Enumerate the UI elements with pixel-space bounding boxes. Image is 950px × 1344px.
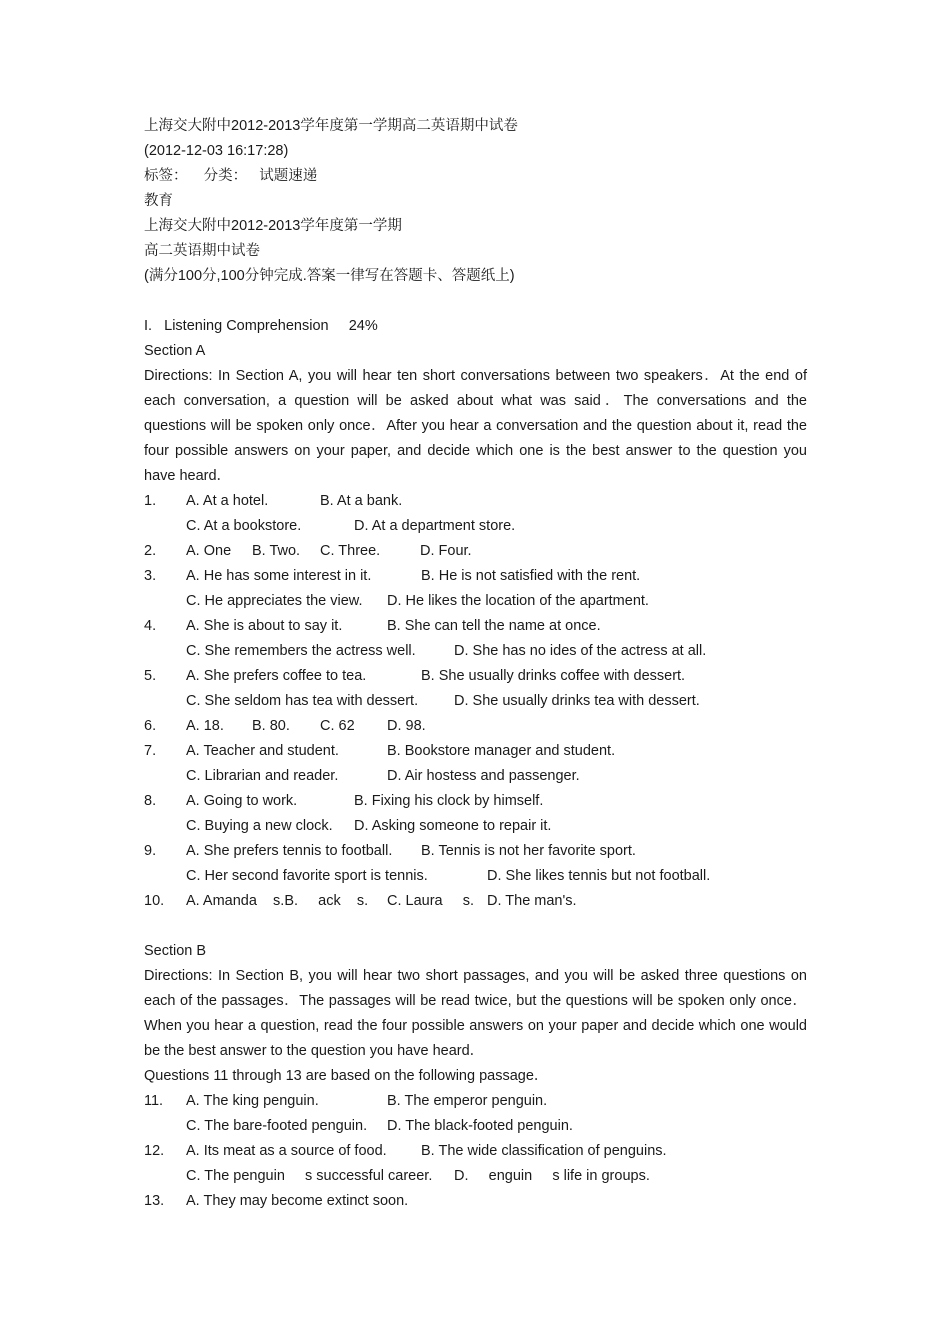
- answer-option: D. At a department store.: [354, 518, 516, 534]
- answer-option: C. The penguin s successful career.: [186, 1168, 433, 1184]
- answer-option: D. Four.: [420, 543, 472, 559]
- spacer: [144, 289, 807, 314]
- question-line: [144, 1089, 807, 1114]
- answer-option: C. She remembers the actress well.: [186, 643, 416, 659]
- question-line: [144, 1114, 807, 1139]
- question-line: [144, 589, 807, 614]
- answer-option: A. 18.: [186, 718, 224, 734]
- exam-note: (满分100分,100分钟完成.答案一律写在答题卡、答题纸上): [144, 268, 515, 284]
- answer-option: C. She seldom has tea with dessert.: [186, 693, 419, 709]
- question-number: 6.: [144, 718, 157, 734]
- question-number: 7.: [144, 743, 157, 759]
- question-line: [144, 1164, 807, 1189]
- post-datetime: (2012-12-03 16:17:28): [144, 143, 289, 159]
- question-number: 9.: [144, 843, 157, 859]
- answer-option: A. They may become extinct soon.: [186, 1193, 409, 1209]
- question-number: 2.: [144, 543, 157, 559]
- question-line: [144, 489, 807, 514]
- answer-option: A. She prefers coffee to tea.: [186, 668, 367, 684]
- category-label: 分类：: [203, 168, 248, 184]
- answer-option: B. She usually drinks coffee with dessert.: [421, 668, 686, 684]
- exam-document: [144, 114, 807, 1214]
- question-number: 10.: [144, 893, 165, 909]
- answer-option: A. She is about to say it.: [186, 618, 343, 634]
- answer-option: D. She likes tennis but not football.: [487, 868, 711, 884]
- section-b-title: Section B: [144, 943, 207, 959]
- answer-option: D. She usually drinks tea with dessert.: [454, 693, 700, 709]
- question-line: [144, 1139, 807, 1164]
- answer-option: A. Its meat as a source of food.: [186, 1143, 387, 1159]
- answer-option: D. She has no ides of the actress at all.: [454, 643, 707, 659]
- section-a-directions: Directions: In Section A, you will hear ten short conversations between two speakers．At the end of each conversation, a question will be asked about what was said．The conversations and the questions will be spoken only once．After you hear a conversation and the question about it, read the four possible answers on your paper, and decide which one is the best answer to the question you have heard．: [144, 368, 807, 484]
- answer-option: D. 98.: [387, 718, 426, 734]
- section-b-questions: [144, 1089, 807, 1214]
- section-a-title: Section A: [144, 343, 206, 359]
- question-line: [144, 814, 807, 839]
- answer-option: D. enguin s life in groups.: [454, 1168, 650, 1184]
- answer-option: C. 62: [320, 718, 355, 734]
- answer-option: D. Asking someone to repair it.: [354, 818, 552, 834]
- question-line: [144, 764, 807, 789]
- answer-option: C. Three.: [320, 543, 381, 559]
- answer-option: D. The black-footed penguin.: [387, 1118, 573, 1134]
- answer-option: B. At a bank.: [320, 493, 403, 509]
- question-line: [144, 514, 807, 539]
- answer-option: B. The wide classification of penguins.: [421, 1143, 667, 1159]
- answer-option: B. She can tell the name at once.: [387, 618, 601, 634]
- answer-option: C. Her second favorite sport is tennis.: [186, 868, 428, 884]
- answer-option: B. Fixing his clock by himself.: [354, 793, 544, 809]
- question-number: 4.: [144, 618, 157, 634]
- answer-option: C. At a bookstore.: [186, 518, 302, 534]
- section-a-questions: [144, 489, 807, 914]
- question-line: [144, 664, 807, 689]
- answer-option: C. He appreciates the view.: [186, 593, 363, 609]
- answer-option: B. Tennis is not her favorite sport.: [421, 843, 636, 859]
- tags-row: [144, 164, 807, 189]
- question-line: [144, 639, 807, 664]
- question-number: 5.: [144, 668, 157, 684]
- answer-option: B. He is not satisfied with the rent.: [421, 568, 641, 584]
- question-line: [144, 739, 807, 764]
- answer-option: A. She prefers tennis to football.: [186, 843, 393, 859]
- question-number: 8.: [144, 793, 157, 809]
- question-line: [144, 689, 807, 714]
- answer-option: C. The bare-footed penguin.: [186, 1118, 368, 1134]
- category-value: 试题速递: [259, 168, 318, 184]
- answer-option: B. Bookstore manager and student.: [387, 743, 616, 759]
- school-line: 上海交大附中2012-2013学年度第一学期: [144, 218, 402, 234]
- question-number: 13.: [144, 1193, 165, 1209]
- answer-option: C. Laura s.: [387, 893, 475, 909]
- question-line: [144, 789, 807, 814]
- answer-option: A. Going to work.: [186, 793, 298, 809]
- answer-option: D. The man's.: [487, 893, 577, 909]
- question-number: 11.: [144, 1093, 164, 1109]
- section-b-intro: Questions 11 through 13 are based on the following passage．: [144, 1068, 549, 1084]
- part1-heading: I. Listening Comprehension 24%: [144, 318, 378, 334]
- answer-option: B. 80.: [252, 718, 290, 734]
- answer-option: D. Air hostess and passenger.: [387, 768, 580, 784]
- spacer: [144, 914, 807, 939]
- question-line: [144, 864, 807, 889]
- question-number: 3.: [144, 568, 157, 584]
- document-title: 上海交大附中2012-2013学年度第一学期高二英语期中试卷: [144, 118, 518, 134]
- exam-title: 高二英语期中试卷: [144, 243, 260, 259]
- answer-option: A. At a hotel.: [186, 493, 269, 509]
- answer-option: A. He has some interest in it.: [186, 568, 372, 584]
- question-line: [144, 1189, 807, 1214]
- answer-option: B. Two.: [252, 543, 301, 559]
- tag-value: 教育: [144, 193, 173, 209]
- tags-label: 标签：: [144, 168, 188, 184]
- question-line: [144, 714, 807, 739]
- answer-option: D. He likes the location of the apartment.: [387, 593, 649, 609]
- answer-option: B. The emperor penguin.: [387, 1093, 548, 1109]
- section-b-directions: Directions: In Section B, you will hear two short passages, and you will be asked three questions on each of the passages．The passages will be read twice, but the questions will be spoken only once．When you hear a question, read the four possible answers on your paper and decide which one would be the best answer to the question you have heard．: [144, 968, 807, 1059]
- question-line: [144, 889, 807, 914]
- question-number: 12.: [144, 1143, 165, 1159]
- question-line: [144, 539, 807, 564]
- answer-option: A. The king penguin.: [186, 1093, 319, 1109]
- question-line: [144, 839, 807, 864]
- answer-option: A. Teacher and student.: [186, 743, 339, 759]
- answer-option: C. Buying a new clock.: [186, 818, 333, 834]
- question-line: [144, 564, 807, 589]
- question-number: 1.: [144, 493, 157, 509]
- answer-option: A. One: [186, 543, 232, 559]
- answer-option: A. Amanda s.B. ack s.: [186, 893, 369, 909]
- question-line: [144, 614, 807, 639]
- answer-option: C. Librarian and reader.: [186, 768, 339, 784]
